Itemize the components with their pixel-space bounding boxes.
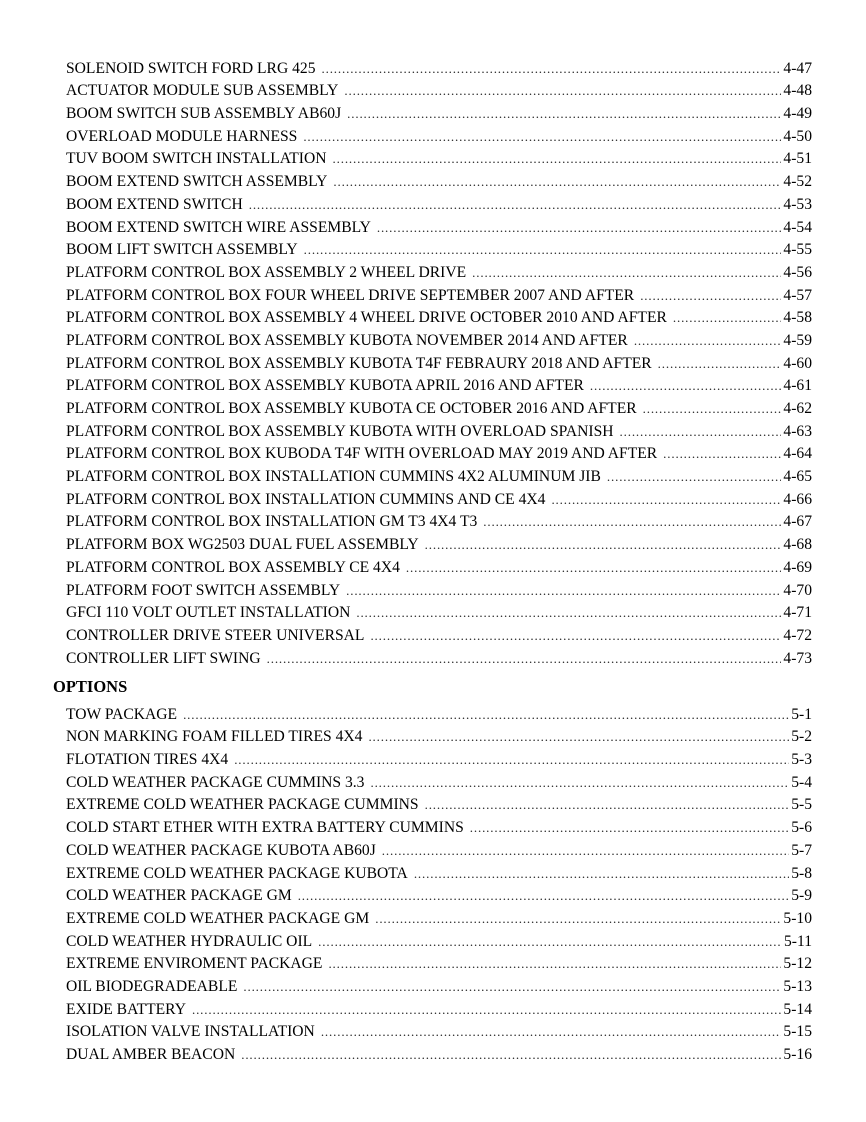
toc-entry-title: DUAL AMBER BEACON: [66, 1046, 236, 1063]
toc-entry[interactable]: [66, 237, 812, 260]
toc-entry-title: EXTREME COLD WEATHER PACKAGE GM: [66, 909, 370, 927]
toc-entry[interactable]: [66, 1019, 812, 1042]
toc-entry-page: 4-52: [783, 173, 812, 191]
toc-entry[interactable]: [66, 554, 812, 577]
toc-entry-page: 5-12: [783, 955, 812, 973]
toc-entry-title: OIL BIODEGRADEABLE: [66, 977, 238, 995]
toc-entry-title: CONTROLLER DRIVE STEER UNIVERSAL: [66, 626, 365, 644]
toc-entry-page: 5-11: [783, 932, 812, 950]
toc-entry-page: 4-48: [783, 82, 812, 100]
toc-entry-title: PLATFORM CONTROL BOX INSTALLATION CUMMINS AND CE 4X4: [66, 490, 546, 508]
toc-leader-dots: [414, 865, 789, 883]
toc-entry-page: 5-13: [783, 977, 812, 995]
toc-entry-title: PLATFORM CONTROL BOX ASSEMBLY KUBOTA APRIL 2016 AND AFTER: [66, 377, 584, 395]
toc-entry-title: PLATFORM CONTROL BOX ASSEMBLY KUBOTA NOVEMBER 2014 AND AFTER: [66, 331, 628, 349]
toc-entry-title: PLATFORM CONTROL BOX ASSEMBLY KUBOTA CE OCTOBER 2016 AND AFTER: [66, 400, 637, 417]
toc-leader-dots: [346, 582, 781, 600]
toc-entry-page: 4-70: [783, 581, 812, 599]
toc-entry-title: PLATFORM CONTROL BOX INSTALLATION GM T3 4X4 T3: [66, 513, 478, 531]
toc-leader-dots: [322, 60, 782, 78]
toc-entry-page: 5-1: [791, 705, 812, 723]
toc-entry-title: COLD WEATHER PACKAGE GM: [66, 887, 292, 905]
toc-entry-title: EXIDE BATTERY: [66, 1000, 186, 1018]
toc-entry-title: BOOM SWITCH SUB ASSEMBLY AB60J: [66, 105, 342, 123]
toc-entry-title: PLATFORM CONTROL BOX FOUR WHEEL DRIVE SEPTEMBER 2007 AND AFTER: [66, 286, 635, 304]
options-section-heading: OPTIONS: [53, 677, 128, 696]
toc-leader-dots: [243, 978, 781, 996]
toc-entry[interactable]: [66, 600, 812, 623]
toc-entry[interactable]: [66, 191, 812, 214]
toc-entry[interactable]: [66, 373, 812, 396]
toc-entry[interactable]: [66, 622, 812, 645]
toc-entry-title: PLATFORM CONTROL BOX ASSEMBLY 2 WHEEL DRIVE: [66, 263, 467, 281]
toc-entry[interactable]: [66, 463, 812, 486]
toc-leader-dots: [234, 751, 789, 769]
toc-entry[interactable]: [66, 531, 812, 554]
toc-entry-page: 4-54: [783, 218, 812, 236]
toc-entry[interactable]: [66, 168, 812, 191]
toc-leader-dots: [318, 933, 782, 951]
toc-leader-dots: [183, 706, 789, 724]
toc-leader-dots: [406, 559, 782, 577]
toc-entry-title: GFCI 110 VOLT OUTLET INSTALLATION: [66, 604, 351, 622]
toc-entry[interactable]: [66, 792, 812, 815]
toc-leader-dots: [663, 445, 781, 463]
toc-entry-title: OVERLOAD MODULE HARNESS: [66, 127, 298, 145]
toc-entry-title: CONTROLLER LIFT SWING: [66, 649, 261, 667]
toc-entry-title: ACTUATOR MODULE SUB ASSEMBLY: [66, 82, 339, 100]
toc-entry-page: 5-2: [791, 728, 812, 746]
toc-leader-dots: [267, 650, 782, 668]
toc-entry[interactable]: [66, 418, 812, 441]
toc-entry-page: 4-51: [783, 150, 812, 168]
toc-options-list: [66, 701, 812, 1064]
toc-entry-page: 5-3: [791, 751, 812, 769]
toc-entry[interactable]: [66, 146, 812, 169]
toc-leader-dots: [344, 82, 781, 100]
toc-entry[interactable]: [66, 214, 812, 237]
toc-leader-dots: [321, 1023, 782, 1041]
toc-entry[interactable]: [66, 928, 812, 951]
toc-entry-title: EXTREME COLD WEATHER PACKAGE KUBOTA: [66, 864, 408, 882]
toc-entry-title: PLATFORM CONTROL BOX ASSEMBLY CE 4X4: [66, 558, 400, 576]
toc-entry-title: COLD WEATHER HYDRAULIC OIL: [66, 932, 313, 950]
toc-entry-page: 4-67: [783, 513, 812, 531]
toc-entry[interactable]: [66, 951, 812, 974]
toc-entry-title: PLATFORM CONTROL BOX ASSEMBLY KUBOTA T4F FEBRAURY 2018 AND AFTER: [66, 354, 652, 372]
toc-entry[interactable]: [66, 860, 812, 883]
toc-entry-page: 4-55: [783, 241, 812, 259]
toc-entry[interactable]: [66, 724, 812, 747]
toc-entry-title: EXTREME COLD WEATHER PACKAGE CUMMINS: [66, 796, 419, 814]
toc-leader-dots: [425, 536, 782, 554]
toc-entry[interactable]: [66, 395, 812, 418]
toc-leader-dots: [640, 287, 781, 305]
toc-entry[interactable]: [66, 441, 812, 464]
toc-entry-page: 4-53: [783, 195, 812, 213]
toc-entry-page: 4-68: [783, 536, 812, 554]
toc-entry-title: COLD WEATHER PACKAGE KUBOTA AB60J: [66, 841, 376, 859]
toc-entry-page: 5-9: [791, 887, 812, 905]
toc-entry-page: 4-66: [783, 490, 812, 508]
toc-entry[interactable]: [66, 78, 812, 101]
toc-leader-dots: [192, 1001, 781, 1019]
toc-leader-dots: [333, 150, 782, 168]
toc-entry[interactable]: [66, 350, 812, 373]
toc-leader-dots: [356, 604, 781, 622]
toc-entry-title: BOOM EXTEND SWITCH: [66, 195, 243, 213]
toc-entry-page: 4-49: [783, 105, 812, 123]
toc-entry-page: 4-59: [783, 331, 812, 349]
toc-entry-title: ISOLATION VALVE INSTALLATION: [66, 1023, 315, 1041]
toc-entry[interactable]: [66, 769, 812, 792]
toc-entry-page: 4-62: [783, 400, 812, 417]
toc-leader-dots: [643, 400, 782, 418]
toc-entry-page: 4-61: [783, 377, 812, 395]
toc-leader-dots: [620, 423, 782, 441]
toc-entry[interactable]: [66, 55, 812, 78]
toc-leader-dots: [483, 513, 781, 531]
toc-leader-dots: [303, 128, 781, 146]
toc-entry-page: 5-14: [783, 1000, 812, 1018]
toc-entry-page: 4-58: [783, 309, 812, 327]
toc-entry-page: 4-69: [783, 558, 812, 576]
toc-entry-title: TUV BOOM SWITCH INSTALLATION: [66, 150, 327, 168]
toc-entry-page: 5-7: [791, 841, 812, 859]
toc-entry-title: PLATFORM CONTROL BOX ASSEMBLY KUBOTA WITH OVERLOAD SPANISH: [66, 422, 614, 440]
toc-entry-title: PLATFORM BOX WG2503 DUAL FUEL ASSEMBLY: [66, 536, 419, 554]
toc-leader-dots: [551, 491, 781, 509]
toc-entry-page: 4-72: [783, 626, 812, 644]
toc-entry-page: 4-56: [783, 263, 812, 281]
toc-leader-dots: [590, 377, 781, 395]
toc-leader-dots: [472, 264, 781, 282]
toc-leader-dots: [249, 196, 782, 214]
toc-entry[interactable]: [66, 100, 812, 123]
toc-leader-dots: [241, 1046, 781, 1064]
toc-entry[interactable]: [66, 701, 812, 724]
toc-entry[interactable]: [66, 259, 812, 282]
toc-entry-page: 5-5: [791, 796, 812, 814]
toc-entry-page: 5-16: [783, 1046, 812, 1063]
toc-entry-title: EXTREME ENVIROMENT PACKAGE: [66, 955, 323, 973]
toc-entry[interactable]: [66, 305, 812, 328]
toc-entry[interactable]: [66, 282, 812, 305]
toc-entry-page: 5-15: [783, 1023, 812, 1041]
toc-entry-page: 4-64: [783, 445, 812, 463]
toc-leader-dots: [298, 887, 790, 905]
toc-entry[interactable]: [66, 746, 812, 769]
toc-entry[interactable]: [66, 905, 812, 928]
toc-entry-title: PLATFORM FOOT SWITCH ASSEMBLY: [66, 581, 341, 599]
toc-entry[interactable]: [66, 837, 812, 860]
toc-leader-dots: [658, 355, 782, 373]
toc-entry-page: 4-47: [783, 59, 812, 77]
toc-entry[interactable]: [66, 645, 812, 668]
toc-entry-page: 4-50: [783, 127, 812, 145]
toc-entry-title: NON MARKING FOAM FILLED TIRES 4X4: [66, 728, 363, 746]
toc-leader-dots: [634, 332, 782, 350]
toc-entry[interactable]: [66, 814, 812, 837]
toc-entry-page: 5-4: [791, 773, 812, 791]
toc-entry-page: 4-60: [783, 354, 812, 372]
toc-entry-page: 4-63: [783, 422, 812, 440]
toc-entry[interactable]: [66, 123, 812, 146]
toc-leader-dots: [470, 819, 789, 837]
toc-entry[interactable]: [66, 973, 812, 996]
toc-entry-title: BOOM LIFT SWITCH ASSEMBLY: [66, 241, 298, 259]
toc-leader-dots: [673, 309, 782, 327]
toc-leader-dots: [347, 105, 781, 123]
toc-leader-dots: [607, 468, 782, 486]
toc-leader-dots: [377, 219, 782, 237]
toc-leader-dots: [425, 796, 790, 814]
toc-leader-dots: [382, 842, 789, 860]
toc-entry-title: BOOM EXTEND SWITCH WIRE ASSEMBLY: [66, 218, 371, 236]
toc-entry[interactable]: [66, 996, 812, 1019]
toc-entry-page: 4-73: [783, 649, 812, 667]
toc-entry-page: 4-57: [783, 286, 812, 304]
toc-entry-title: PLATFORM CONTROL BOX KUBODA T4F WITH OVERLOAD MAY 2019 AND AFTER: [66, 445, 658, 463]
toc-leader-dots: [368, 728, 789, 746]
toc-entry[interactable]: [66, 883, 812, 906]
toc-entry-page: 5-10: [783, 909, 812, 927]
toc-entry-title: COLD WEATHER PACKAGE CUMMINS 3.3: [66, 773, 365, 791]
toc-leader-dots: [370, 627, 781, 645]
toc-entry-page: 4-71: [783, 604, 812, 622]
toc-entry-title: PLATFORM CONTROL BOX INSTALLATION CUMMINS 4X2 ALUMINUM JIB: [66, 468, 601, 486]
toc-leader-dots: [375, 910, 781, 928]
toc-entry[interactable]: [66, 486, 812, 509]
toc-entry-title: PLATFORM CONTROL BOX ASSEMBLY 4 WHEEL DRIVE OCTOBER 2010 AND AFTER: [66, 309, 667, 327]
toc-leader-dots: [333, 173, 781, 191]
toc-leader-dots: [304, 241, 782, 259]
toc-entry-page: 5-6: [791, 819, 812, 837]
toc-entry-title: FLOTATION TIRES 4X4: [66, 751, 229, 769]
toc-entry[interactable]: [66, 327, 812, 350]
toc-entry-title: COLD START ETHER WITH EXTRA BATTERY CUMMINS: [66, 819, 464, 837]
toc-entry[interactable]: [66, 509, 812, 532]
toc-entry[interactable]: [66, 577, 812, 600]
toc-entry-title: TOW PACKAGE: [66, 705, 178, 723]
toc-entry[interactable]: [66, 1041, 812, 1064]
toc-entry-page: 5-8: [791, 864, 812, 882]
toc-leader-dots: [370, 774, 789, 792]
toc-leader-dots: [328, 955, 781, 973]
toc-entry-title: SOLENOID SWITCH FORD LRG 425: [66, 59, 316, 77]
toc-entry-page: 4-65: [783, 468, 812, 486]
toc-entry-title: BOOM EXTEND SWITCH ASSEMBLY: [66, 173, 328, 191]
toc-electrical-list: [66, 55, 812, 668]
